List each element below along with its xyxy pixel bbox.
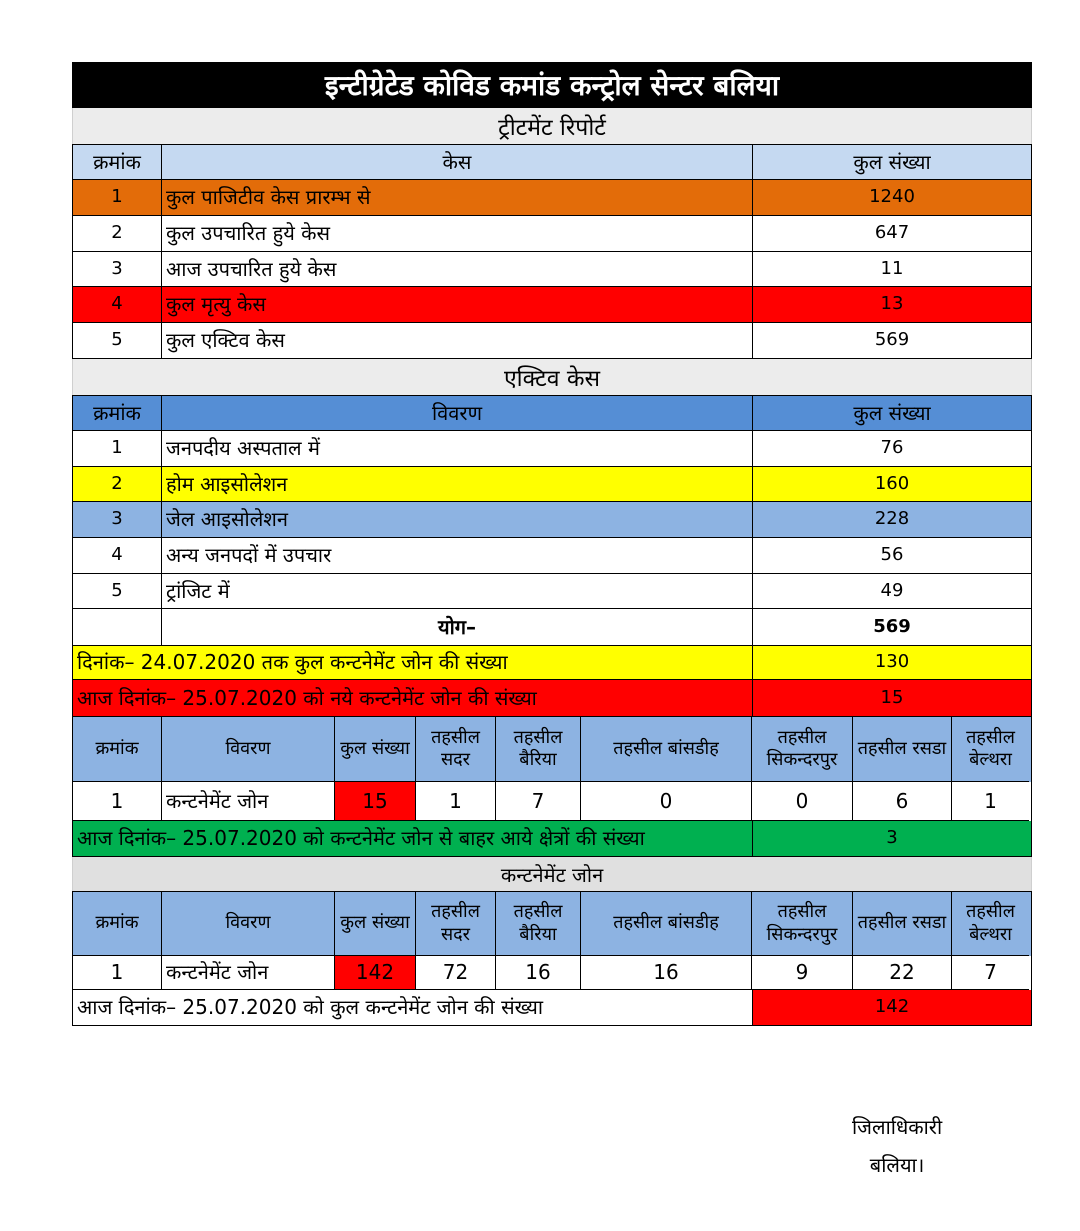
treatment-table [72,144,1032,359]
zone-total-value: 142 [335,956,416,990]
row-value: 49 [753,574,1031,609]
table-row [72,252,1032,287]
zone-table-header [72,891,1032,956]
previous-zones-value: 130 [753,646,1031,680]
active-table-header [72,395,1032,431]
row-value: 160 [753,467,1031,502]
row-label: होम आइसोलेशन [162,467,753,502]
zone-total-value: 15 [335,782,416,821]
row-label: जेल आइसोलेशन [162,502,753,538]
column-header-total: कुल संख्या [335,892,416,956]
total-row [72,609,1032,646]
column-header-bansdih: तहसील बांसडीह [581,717,752,782]
containment-zone-heading: कन्टनेमेंट जोन [72,857,1032,891]
row-value: 1240 [753,180,1031,216]
sadar-value: 72 [416,956,496,990]
column-header-details: विवरण [162,892,335,956]
table-row [72,502,1032,538]
new-zones-value: 15 [753,680,1031,717]
row-serial: 1 [73,956,162,990]
report-title: इन्टीग्रेटेड कोविड कमांड कन्ट्रोल सेन्टर बलिया [72,62,1032,108]
exited-zones-value: 3 [753,821,1031,857]
bansdih-value: 0 [581,782,752,821]
total-value: 569 [753,609,1031,646]
sikandarpur-value: 9 [752,956,853,990]
row-value: 11 [753,252,1031,287]
column-header-total: कुल संख्या [753,396,1031,431]
table-row [72,782,1032,821]
sadar-value: 1 [416,782,496,821]
row-label: ट्रांजिट में [162,574,753,609]
total-zones-row [72,990,1032,1026]
row-value: 569 [753,323,1031,359]
empty-cell [73,609,162,646]
total-label: योग– [162,609,753,646]
column-header-case: केस [162,145,753,180]
row-value: 228 [753,502,1031,538]
row-value: 647 [753,216,1031,252]
column-header-sikandarpur: तहसील सिकन्दरपुर [752,892,853,956]
table-row [72,956,1032,990]
rasra-value: 6 [853,782,952,821]
column-header-details: विवरण [162,396,753,431]
row-serial: 5 [73,323,162,359]
table-row [72,287,1032,323]
table-row [72,467,1032,502]
column-header-sikandarpur: तहसील सिकन्दरपुर [752,717,853,782]
belthara-value: 7 [952,956,1029,990]
containment-zone-table [72,891,1032,1026]
row-label: कुल मृत्यु केस [162,287,753,323]
row-serial: 1 [73,431,162,467]
column-header-details: विवरण [162,717,335,782]
row-value: 76 [753,431,1031,467]
row-label: अन्य जनपदों में उपचार [162,538,753,574]
table-row [72,216,1032,252]
new-zones-label: आज दिनांक– 25.07.2020 को नये कन्टनेमेंट जोन की संख्या [73,680,753,717]
row-label: कुल उपचारित हुये केस [162,216,753,252]
row-serial: 4 [73,538,162,574]
belthara-value: 1 [952,782,1029,821]
row-serial: 2 [73,216,162,252]
column-header-belthara: तहसील बेल्थरा [952,892,1029,956]
table-row [72,323,1032,359]
row-label: कन्टनेमेंट जोन [162,782,335,821]
row-serial: 2 [73,467,162,502]
column-header-serial: क्रमांक [73,396,162,431]
signature-designation: जिलाधिकारी [852,1115,943,1139]
sikandarpur-value: 0 [752,782,853,821]
new-zones-row [72,680,1032,717]
table-row [72,574,1032,609]
row-serial: 3 [73,502,162,538]
row-label: आज उपचारित हुये केस [162,252,753,287]
tehsil-table-header [72,717,1032,782]
column-header-serial: क्रमांक [73,892,162,956]
rasra-value: 22 [853,956,952,990]
column-header-total: कुल संख्या [753,145,1031,180]
row-label: कुल एक्टिव केस [162,323,753,359]
row-value: 13 [753,287,1031,323]
column-header-sadar: तहसील सदर [416,892,496,956]
column-header-bansdih: तहसील बांसडीह [581,892,752,956]
column-header-sadar: तहसील सदर [416,717,496,782]
total-zones-label: आज दिनांक– 25.07.2020 को कुल कन्टनेमेंट जोन की संख्या [73,990,753,1026]
new-zone-tehsil-table [72,717,1032,857]
signature-district: बलिया। [869,1153,925,1177]
row-serial: 1 [73,180,162,216]
bairia-value: 7 [496,782,581,821]
table-row [72,180,1032,216]
column-header-bairia: तहसील बैरिया [496,892,581,956]
table-row [72,431,1032,467]
signature-block [852,1108,942,1184]
active-cases-table [72,395,1032,717]
row-label: जनपदीय अस्पताल में [162,431,753,467]
table-row [72,538,1032,574]
previous-zones-label: दिनांक– 24.07.2020 तक कुल कन्टनेमेंट जोन की संख्या [73,646,753,680]
row-serial: 1 [73,782,162,821]
treatment-report-heading: ट्रीटमेंट रिपोर्ट [72,108,1032,144]
total-zones-value: 142 [753,990,1031,1026]
column-header-total: कुल संख्या [335,717,416,782]
bairia-value: 16 [496,956,581,990]
bansdih-value: 16 [581,956,752,990]
column-header-serial: क्रमांक [73,717,162,782]
column-header-bairia: तहसील बैरिया [496,717,581,782]
row-label: कुल पाजिटीव केस प्रारम्भ से [162,180,753,216]
row-serial: 3 [73,252,162,287]
exited-zones-row [72,821,1032,857]
column-header-rasra: तहसील रसडा [853,717,952,782]
previous-zones-row [72,646,1032,680]
active-cases-heading: एक्टिव केस [72,359,1032,395]
row-serial: 4 [73,287,162,323]
column-header-rasra: तहसील रसडा [853,892,952,956]
exited-zones-label: आज दिनांक– 25.07.2020 को कन्टनेमेंट जोन से बाहर आये क्षेत्रों की संख्या [73,821,753,857]
column-header-serial: क्रमांक [73,145,162,180]
row-serial: 5 [73,574,162,609]
covid-report [72,62,1032,1026]
row-label: कन्टनेमेंट जोन [162,956,335,990]
row-value: 56 [753,538,1031,574]
treatment-table-header [72,144,1032,180]
column-header-belthara: तहसील बेल्थरा [952,717,1029,782]
